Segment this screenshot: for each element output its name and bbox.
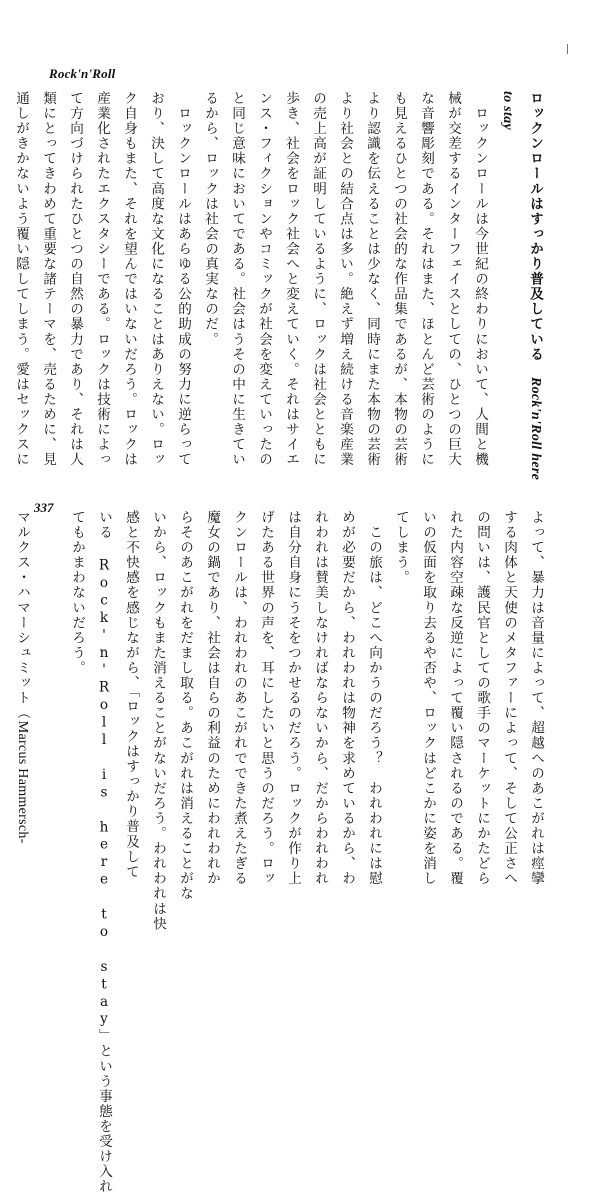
text-line: いる Rock'n'Roll is here to stay」という事態を受け入れ <box>96 510 112 1194</box>
text-line: 歩き、社会をロック社会へと変えていく。それはサイエ <box>283 91 299 468</box>
text-line: 産業化されたエクスタシーである。ロックは技術によっ <box>94 91 110 468</box>
author-credit-en: Marcus Hammersch- <box>15 720 30 844</box>
text-line: ロックンロールは今世紀の終わりにおいて、人間と機 <box>472 91 488 468</box>
text-line: ロックンロールはあらゆる公的助成の努力に逆らって <box>175 91 191 468</box>
text-line: の問いは、護民官としての歌手のマーケットにかたどら <box>474 510 490 887</box>
text-line: クンロールは、われわれのあこがれでできた煮えたぎる <box>231 510 247 887</box>
text-line: れた内容空疎な反逆によって覆い隠されるのである。覆 <box>447 510 463 887</box>
page-number: 337 <box>34 500 54 515</box>
text-line: この旅は、どこへ向かうのだろう？ われわれには慰 <box>366 510 382 887</box>
section-heading-en: Rock'n'Roll here <box>528 376 543 481</box>
section-heading <box>521 91 549 494</box>
text-line: も見えるひとつの社会的な作品集であるが、本物の芸術 <box>391 91 407 468</box>
text-line: めが必要だから、われわれは物神を求めているから、わ <box>339 510 355 887</box>
author-credit <box>8 510 36 920</box>
text-block-bottom <box>14 510 549 1194</box>
text-line: 類にとってきわめて重要な諸テーマを、売るために、見 <box>40 91 56 468</box>
section-heading-ja: ロックンロールはすっかり普及している <box>527 91 543 362</box>
running-head: Rock'n'Roll <box>49 66 116 81</box>
text-line: 魔女の鍋であり、社会は自らの利益のためにわれわれか <box>204 510 220 887</box>
text-line: ク自身もまた、それを望んではいないだろう。ロックは <box>121 91 137 468</box>
text-block-top <box>13 91 549 494</box>
text-line: げたある世界の声を、耳にしたいと思うのだろう。ロッ <box>258 510 274 887</box>
section-heading-en-2: to stay <box>500 91 515 131</box>
text-line: より社会との結合点は多い。絶えず増え続ける音楽産業 <box>337 91 353 468</box>
section-heading-continued <box>493 91 521 494</box>
text-line: てもかまわないだろう。 <box>69 510 85 676</box>
text-line: おり、決して高度な文化になることはありえない。ロッ <box>148 91 164 468</box>
text-line: と同じ意味においてである。社会はうその中に生きてい <box>229 91 245 468</box>
text-line: 通しがきかないよう覆い隠してしまう。愛はセックスに <box>13 91 29 468</box>
text-line: いの仮面を取り去るや否や、ロックはどこかに姿を消し <box>420 510 436 887</box>
text-line: てしまう。 <box>393 510 409 586</box>
page-edge-mark <box>567 44 568 54</box>
author-credit-ja: マルクス・ハマーシュミット（ <box>14 510 30 721</box>
text-line: 感と不快感を感じながら、「ロックはすっかり普及して <box>123 510 139 880</box>
text-line: て方向づけられたひとつの自然の暴力であり、それは人 <box>67 91 83 468</box>
text-line: れわれは賛美しなければならないから、だからわれわれ <box>312 510 328 887</box>
text-line: は自分自身にうそをつかせるのだろう。ロックが作り上 <box>285 510 301 887</box>
text-line: らそのあこがれをだまし取る。あこがれは消えることがな <box>177 510 193 902</box>
text-line: よって、暴力は音量によって、超越へのあこがれは痙攣 <box>528 510 544 887</box>
text-line: より認識を伝えることは少なく、同時にまた本物の芸術 <box>364 91 380 468</box>
text-line: ンス・フィクションやコミックが社会を変えていったの <box>256 91 272 468</box>
text-line: いから、ロックもまた消えることがないだろう。われわれは快 <box>150 510 166 932</box>
text-line: の売上高が証明しているように、ロックは社会とともに <box>310 91 326 468</box>
blank-column <box>36 510 63 920</box>
text-line: るから、ロックは社会の真実なのだ。 <box>202 91 218 347</box>
text-line: な音響彫刻である。それはまた、ほとんど芸術のように <box>418 91 434 468</box>
text-line: する肉体と天使のメタファーによって、そして公正さへ <box>501 510 517 887</box>
text-line: 械が交差するインターフェイスとしての、ひとつの巨大 <box>445 91 461 468</box>
